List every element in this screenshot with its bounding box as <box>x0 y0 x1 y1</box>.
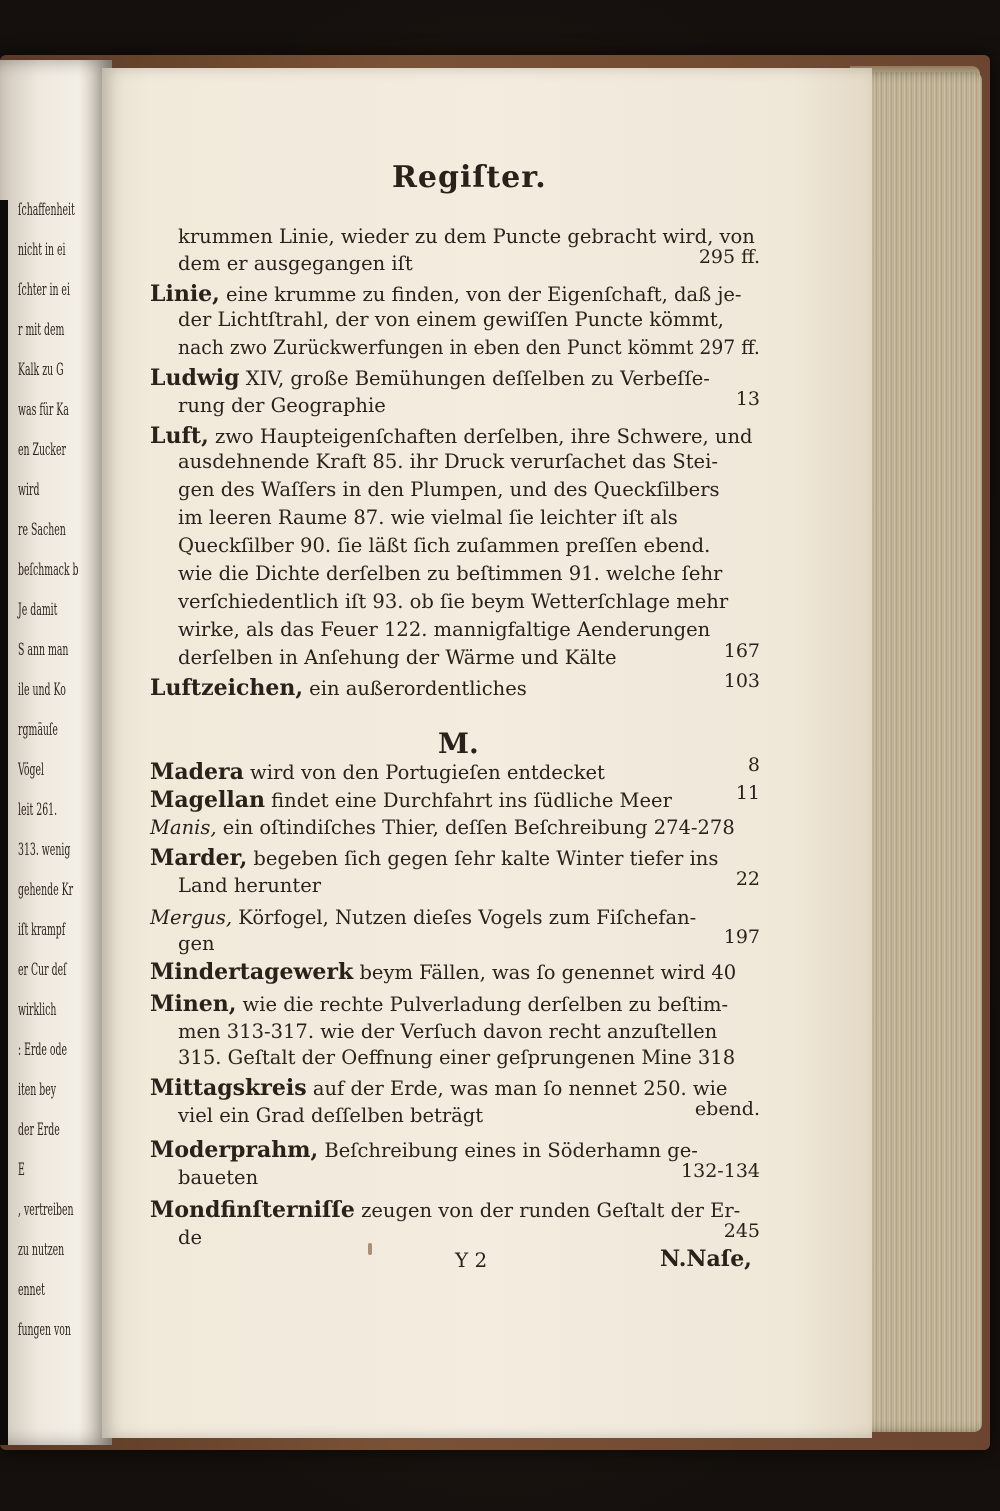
section-letter-m: M. <box>438 727 479 760</box>
signature-mark: Y 2 <box>455 1248 488 1272</box>
entry-line <box>150 424 753 449</box>
entry-line <box>178 336 760 360</box>
entry-keyword: Luft, <box>150 423 209 449</box>
entry-line <box>178 1046 735 1070</box>
entry-text: ein oſtindiſches Thier, deſſen Beſchreibung 274-278 <box>216 816 735 839</box>
entry-keyword: Mondfinſterniſſe <box>150 1197 355 1223</box>
entry-text: Körfogel, Nutzen dieſes Vogels zum Fiſchefan- <box>232 906 697 929</box>
left-page-fragment: wird <box>18 480 40 500</box>
entry-text: gen des Waſſers in den Plumpen, und des Queckſilbers <box>178 478 720 501</box>
left-page-fragment: ſchaffenheit <box>18 200 75 220</box>
entry-line <box>178 225 755 249</box>
entry-line <box>178 450 718 474</box>
entry-line <box>178 478 720 502</box>
page-title: Regiſter. <box>392 160 547 195</box>
entry-page-number: 13 <box>735 388 760 410</box>
left-page-fragment: gehende Kr <box>18 880 74 900</box>
entry-page-number: ebend. <box>694 1098 760 1120</box>
entry-page-number: 11 <box>735 782 760 804</box>
entry-line <box>178 874 321 898</box>
entry-text: ein außerordentliches <box>302 677 527 700</box>
entry-page-number: 8 <box>747 754 760 776</box>
left-page-fragment: iten bey <box>18 1080 57 1100</box>
entry-line <box>150 788 672 813</box>
entry-text: Queckſilber 90. ſie läßt ſich zuſammen preſſen ebend. <box>178 534 711 557</box>
entry-keyword: Ludwig <box>150 365 240 391</box>
left-page-fragment: Je damit <box>18 600 58 620</box>
binding-shadow <box>0 200 8 1445</box>
previous-page-sliver <box>0 60 112 1445</box>
entry-page-number: 132-134 <box>681 1160 760 1182</box>
entry-text: men 313-317. wie der Verſuch davon recht anzuſtellen <box>178 1020 718 1043</box>
entry-keyword: Linie, <box>150 281 220 307</box>
entry-line <box>178 394 386 418</box>
entry-text: Beſchreibung eines in Söderhamn ge- <box>318 1139 698 1162</box>
entry-line <box>150 676 527 701</box>
entry-line <box>150 1198 740 1223</box>
left-page-fragment: : Erde ode <box>18 1040 68 1060</box>
entry-page-number: 245 <box>723 1220 760 1242</box>
entry-line <box>178 308 724 332</box>
entry-line <box>178 1020 717 1044</box>
entry-text: findet eine Durchfahrt ins ſüdliche Meer <box>264 789 672 812</box>
left-page-fragment: zu nutzen <box>18 1240 65 1260</box>
left-page-fragment: S ann man <box>18 640 69 660</box>
entry-text: krummen Linie, wieder zu dem Puncte gebracht wird, von <box>178 225 755 248</box>
entry-keyword: Luftzeichen, <box>150 675 303 701</box>
entry-line <box>178 1226 202 1250</box>
left-page-fragment: ennet <box>18 1280 45 1300</box>
left-page-fragment: E <box>18 1160 25 1180</box>
entry-line <box>150 992 728 1017</box>
left-page-fragment: Kalk zu G <box>18 360 64 380</box>
left-page-fragment: fungen von <box>18 1320 71 1340</box>
entry-keyword: Mittagskreis <box>150 1075 307 1101</box>
entry-text: nach zwo Zurückwerfungen in eben den Punct kömmt 297 ff. <box>178 336 760 359</box>
entry-line <box>150 846 718 871</box>
entry-text: eine krumme zu finden, von der Eigenſchaft, daß je- <box>219 283 742 306</box>
left-page-fragment: rgmäuſe <box>18 720 58 740</box>
left-page-fragment: ile und Ko <box>18 680 66 700</box>
entry-keyword: Moderprahm, <box>150 1137 319 1163</box>
entry-line <box>150 760 605 785</box>
left-page-fragment: leit 261. <box>18 800 58 820</box>
entry-line <box>178 1166 258 1190</box>
entry-line <box>150 906 696 930</box>
entry-line <box>150 816 735 840</box>
entry-text: wird von den Portugieſen entdecket <box>243 761 605 784</box>
left-page-fragment: wirklich <box>18 1000 57 1020</box>
entry-text: 315. Geſtalt der Oeffnung einer geſprungenen Mine 318 <box>178 1046 736 1069</box>
entry-keyword: Marder, <box>150 845 248 871</box>
entry-text: verſchiedentlich iſt 93. ob ſie beym Wetterſchlage mehr <box>178 590 729 613</box>
entry-line <box>178 562 722 586</box>
page-block-edges <box>858 72 982 1432</box>
left-page-fragment: , vertreiben <box>18 1200 74 1220</box>
entry-line <box>178 534 710 558</box>
entry-line <box>178 646 617 670</box>
left-page-fragment: Vögel <box>18 760 45 780</box>
entry-line <box>150 366 710 391</box>
paper-speck <box>368 1243 372 1255</box>
entry-line <box>178 506 678 530</box>
left-page-fragment: en Zucker <box>18 440 66 460</box>
entry-line <box>178 252 413 276</box>
entry-line <box>178 590 728 614</box>
left-page-fragment: der Erde <box>18 1120 60 1140</box>
entry-keyword: Magellan <box>150 787 265 813</box>
entry-text: zeugen von der runden Geſtalt der Er- <box>354 1199 741 1222</box>
entry-text: viel ein Grad deſſelben beträgt <box>178 1104 484 1127</box>
entry-page-number: 197 <box>723 926 760 948</box>
entry-text: rung der Geographie <box>178 394 386 417</box>
entry-line <box>178 1104 483 1128</box>
entry-text: begeben ſich gegen ſehr kalte Winter tiefer ins <box>247 847 719 870</box>
entry-text: auf der Erde, was man ſo nennet 250. wie <box>306 1077 728 1100</box>
entry-text: dem er ausgegangen iſt <box>178 252 413 275</box>
entry-text: baueten <box>178 1166 259 1189</box>
entry-keyword: Madera <box>150 759 244 785</box>
entry-line <box>150 1138 698 1163</box>
entry-text: ausdehnende Kraft 85. ihr Druck verurſachet das Stei- <box>178 450 718 473</box>
left-page-fragment: nicht in ei <box>18 240 66 260</box>
left-page-fragment: er Cur deſ <box>18 960 67 980</box>
entry-text: zwo Haupteigenſchaften derſelben, ihre Schwere, und <box>208 425 753 448</box>
left-page-fragment: r mit dem <box>18 320 65 340</box>
entry-text: de <box>178 1226 203 1249</box>
left-page-fragment: iſt krampf <box>18 920 66 940</box>
entry-page-number: 295 ff. <box>698 246 760 268</box>
entry-text: gen <box>178 932 215 955</box>
left-page-fragment: re Sachen <box>18 520 66 540</box>
entry-text: Land herunter <box>178 874 322 897</box>
entry-keyword: Minen, <box>150 991 237 1017</box>
left-page-fragment: was für Ka <box>18 400 69 420</box>
entry-text: wie die Dichte derſelben zu beſtimmen 91. welche ſehr <box>178 562 723 585</box>
left-page-fragment: 313. wenig <box>18 840 71 860</box>
entry-line <box>178 618 710 642</box>
entry-page-number: 103 <box>723 670 760 692</box>
left-page-fragment: ſchter in ei <box>18 280 70 300</box>
entry-text: der Lichtſtrahl, der von einem gewiſſen Puncte kömmt, <box>178 308 724 331</box>
entry-text: wirke, als das Feuer 122. mannigfaltige Aenderungen <box>178 618 711 641</box>
entry-text: wie die rechte Pulverladung derſelben zu beſtim- <box>236 993 729 1016</box>
entry-text: XIV, große Bemühungen deſſelben zu Verbeſſe- <box>239 367 710 390</box>
entry-keyword-latin: Mergus, <box>150 906 233 929</box>
entry-page-number: 22 <box>735 868 760 890</box>
entry-keyword-latin: Manis, <box>150 816 217 839</box>
entry-line <box>150 282 742 307</box>
entry-line <box>178 932 215 956</box>
catchword: N.Naſe, <box>660 1246 752 1272</box>
entry-line <box>150 1076 727 1101</box>
entry-text: derſelben in Anſehung der Wärme und Kälte <box>178 646 617 669</box>
entry-text: beym Fällen, was ſo genennet wird 40 <box>353 961 737 984</box>
entry-text: im leeren Raume 87. wie vielmal ſie leichter iſt als <box>178 506 678 529</box>
entry-keyword: Mindertagewerk <box>150 959 354 985</box>
left-page-fragment: beſchmack b <box>18 560 79 580</box>
entry-line <box>150 960 736 985</box>
entry-page-number: 167 <box>723 640 760 662</box>
